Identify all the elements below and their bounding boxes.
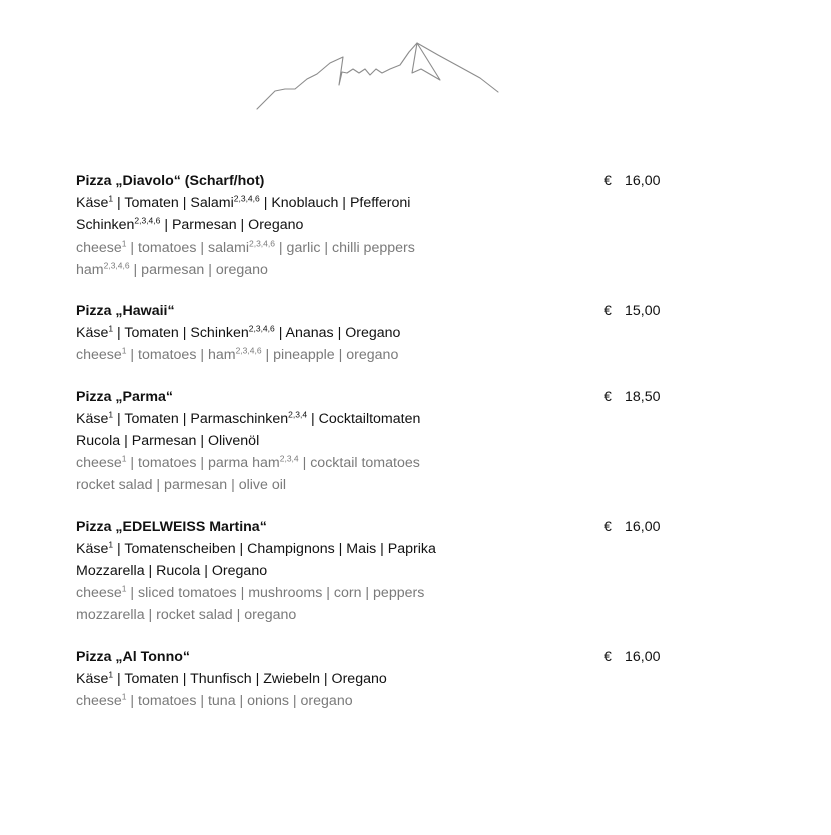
allergen-code: 1	[108, 409, 114, 420]
item-price	[604, 386, 661, 408]
currency-symbol: €	[604, 388, 612, 405]
ingredient-text: | cocktail tomatoes	[298, 455, 420, 472]
ingredient-text: | tomatoes | ham	[126, 347, 236, 364]
currency-symbol: €	[604, 303, 612, 320]
ingredient-text: | tomatoes | parma ham	[126, 455, 280, 472]
item-title: Pizza „Al Tonno“	[76, 648, 191, 665]
ingredient-text: cheese	[76, 585, 122, 602]
allergen-code: 1	[121, 346, 127, 357]
menu-item	[76, 516, 676, 627]
item-title: Pizza „Diavolo“ (Scharf/hot)	[76, 173, 265, 189]
ingredients-english	[76, 237, 676, 259]
allergen-code: 2,3,4,6	[134, 216, 161, 227]
ingredients-german	[76, 192, 676, 214]
ingredient-text: cheese	[76, 239, 122, 256]
allergen-code: 2,3,4	[288, 409, 308, 420]
ingredient-text: Käse	[76, 325, 109, 342]
allergen-code: 1	[108, 669, 114, 680]
ingredient-text: | sliced tomatoes | mushrooms | corn | peppers	[126, 585, 425, 602]
ingredient-text: Mozzarella | Rucola | Oregano	[76, 563, 268, 580]
allergen-code: 1	[121, 691, 127, 702]
currency-symbol: €	[604, 648, 612, 665]
ingredient-text: | pineapple | oregano	[261, 347, 399, 364]
currency-symbol: €	[604, 518, 612, 535]
ingredient-text: Rucola | Parmesan | Olivenöl	[76, 433, 260, 450]
ingredient-text: | Parmesan | Oregano	[160, 217, 304, 234]
ingredients-german	[76, 214, 676, 236]
ingredient-text: | Tomaten | Schinken	[113, 325, 249, 342]
ingredients-german	[76, 560, 676, 582]
ingredient-text: cheese	[76, 347, 122, 364]
ingredients-english	[76, 690, 676, 712]
ingredient-text: | Knoblauch | Pfefferoni	[259, 195, 411, 212]
ingredients-german	[76, 668, 676, 690]
ingredient-text: rocket salad | parmesan | olive oil	[76, 477, 287, 494]
ingredients-german	[76, 430, 676, 452]
ingredient-text: mozzarella | rocket salad | oregano	[76, 607, 297, 624]
item-title: Pizza „Parma“	[76, 388, 173, 405]
ingredients-english	[76, 474, 676, 496]
ingredients-german	[76, 322, 676, 344]
ingredients-english	[76, 344, 676, 366]
price-value: 15,00	[625, 303, 661, 320]
allergen-code: 2,3,4,6	[248, 323, 275, 334]
allergen-code: 1	[121, 238, 127, 249]
allergen-code: 2,3,4,6	[235, 346, 262, 357]
ingredient-text: | parmesan | oregano	[129, 261, 268, 278]
ingredient-text: Käse	[76, 540, 109, 557]
allergen-code: 2,3,4,6	[233, 193, 260, 204]
allergen-code: 1	[108, 323, 114, 334]
ingredient-text: ham	[76, 261, 104, 278]
ingredient-text: Käse	[76, 410, 109, 427]
ingredients-english	[76, 259, 676, 281]
ingredients-german	[76, 408, 676, 430]
menu-item	[76, 170, 676, 281]
allergen-code: 1	[108, 193, 114, 204]
item-price	[604, 646, 661, 668]
ingredient-text: Käse	[76, 670, 109, 687]
ingredient-text: Schinken	[76, 217, 135, 234]
ingredient-text: | garlic | chilli peppers	[274, 239, 415, 256]
ingredients-english	[76, 452, 676, 474]
ingredient-text: | Tomaten | Thunfisch | Zwiebeln | Oregano	[113, 670, 387, 687]
menu-item	[76, 646, 676, 713]
ingredient-text: cheese	[76, 455, 122, 472]
ingredient-text: | Tomatenscheiben | Champignons | Mais | Paprika	[113, 540, 436, 557]
allergen-code: 2,3,4,6	[248, 238, 275, 249]
price-value: 16,00	[625, 648, 661, 665]
menu-item	[76, 300, 676, 367]
price-value: 18,50	[625, 388, 661, 405]
ingredient-text: | Cocktailtomaten	[307, 410, 421, 427]
allergen-code: 1	[121, 453, 127, 464]
menu-list	[76, 170, 676, 731]
menu-item	[76, 386, 676, 497]
price-value: 16,00	[625, 518, 661, 535]
mountain-logo-icon	[255, 40, 500, 112]
item-price	[604, 516, 661, 538]
ingredient-text: cheese	[76, 693, 122, 710]
allergen-code: 1	[108, 539, 114, 550]
ingredient-text: Käse	[76, 195, 109, 212]
ingredients-german	[76, 538, 676, 560]
ingredient-text: | Tomaten | Parmaschinken	[113, 410, 289, 427]
item-price	[604, 300, 661, 322]
allergen-code: 2,3,4	[279, 453, 299, 464]
ingredients-english	[76, 582, 676, 604]
allergen-code: 1	[121, 583, 127, 594]
ingredient-text: | Ananas | Oregano	[274, 325, 401, 342]
item-title: Pizza „Hawaii“	[76, 303, 175, 320]
item-title: Pizza „EDELWEISS Martina“	[76, 518, 267, 535]
ingredient-text: | tomatoes | tuna | onions | oregano	[126, 693, 353, 710]
currency-symbol: €	[604, 173, 612, 189]
ingredient-text: | Tomaten | Salami	[113, 195, 234, 212]
price-value: 16,00	[625, 173, 661, 189]
allergen-code: 2,3,4,6	[103, 260, 130, 271]
ingredients-english	[76, 604, 676, 626]
ingredient-text: | tomatoes | salami	[126, 239, 249, 256]
item-price	[604, 170, 661, 192]
